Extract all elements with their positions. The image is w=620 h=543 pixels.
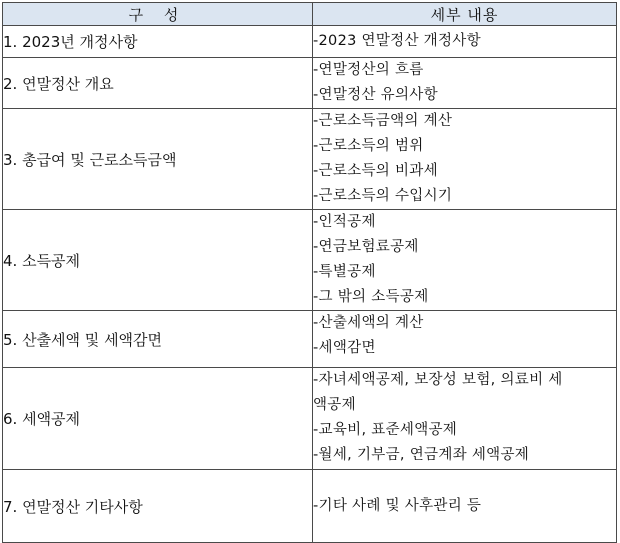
details-cell: [313, 210, 617, 311]
table-row: [3, 109, 617, 210]
detail-item: -산출세액의 계산: [313, 315, 424, 331]
detail-item: -그 밖의 소득공제: [313, 289, 429, 305]
table-row: [3, 311, 617, 368]
details-cell: [313, 58, 617, 109]
section-cell: 2. 연말정산 개요: [3, 58, 313, 109]
section-cell: 7. 연말정산 기타사항: [3, 470, 313, 543]
section-cell: 1. 2023년 개정사항: [3, 26, 313, 58]
detail-item: -연금보험료공제: [313, 239, 419, 255]
section-cell: 3. 총급여 및 근로소득금액: [3, 109, 313, 210]
detail-item: -월세, 기부금, 연금계좌 세액공제: [313, 447, 530, 463]
details-cell: [313, 311, 617, 368]
header-row: [3, 3, 617, 26]
header-details: 세부 내용: [313, 3, 617, 26]
detail-item: -특별공제: [313, 264, 376, 280]
table-row: [3, 368, 617, 470]
details-cell: [313, 26, 617, 58]
detail-item: -근로소득의 수입시기: [313, 188, 453, 204]
table-row: [3, 210, 617, 311]
detail-item: -연말정산의 흐름: [313, 62, 424, 78]
section-cell: 4. 소득공제: [3, 210, 313, 311]
detail-item: -2023 연말정산 개정사항: [313, 33, 481, 49]
detail-item: -근로소득의 범위: [313, 138, 424, 154]
outline-table: [2, 2, 617, 543]
detail-item: -교육비, 표준세액공제: [313, 422, 458, 438]
table-row: [3, 470, 617, 543]
section-cell: 5. 산출세액 및 세액감면: [3, 311, 313, 368]
detail-item: -기타 사례 및 사후관리 등: [313, 497, 482, 514]
table-row: [3, 26, 617, 58]
header-composition: 구 성: [3, 3, 313, 26]
detail-item: -인적공제: [313, 214, 376, 230]
detail-item: -세액감면: [313, 340, 376, 356]
section-cell: 6. 세액공제: [3, 368, 313, 470]
detail-item: -연말정산 유의사항: [313, 87, 438, 103]
details-cell: [313, 470, 617, 543]
details-cell: [313, 109, 617, 210]
detail-item-continued: 액공제: [313, 397, 356, 413]
details-cell: [313, 368, 617, 470]
detail-item: -자녀세액공제, 보장성 보험, 의료비 세: [313, 372, 563, 388]
table-row: [3, 58, 617, 109]
detail-item: -근로소득금액의 계산: [313, 113, 453, 129]
detail-item: -근로소득의 비과세: [313, 163, 438, 179]
